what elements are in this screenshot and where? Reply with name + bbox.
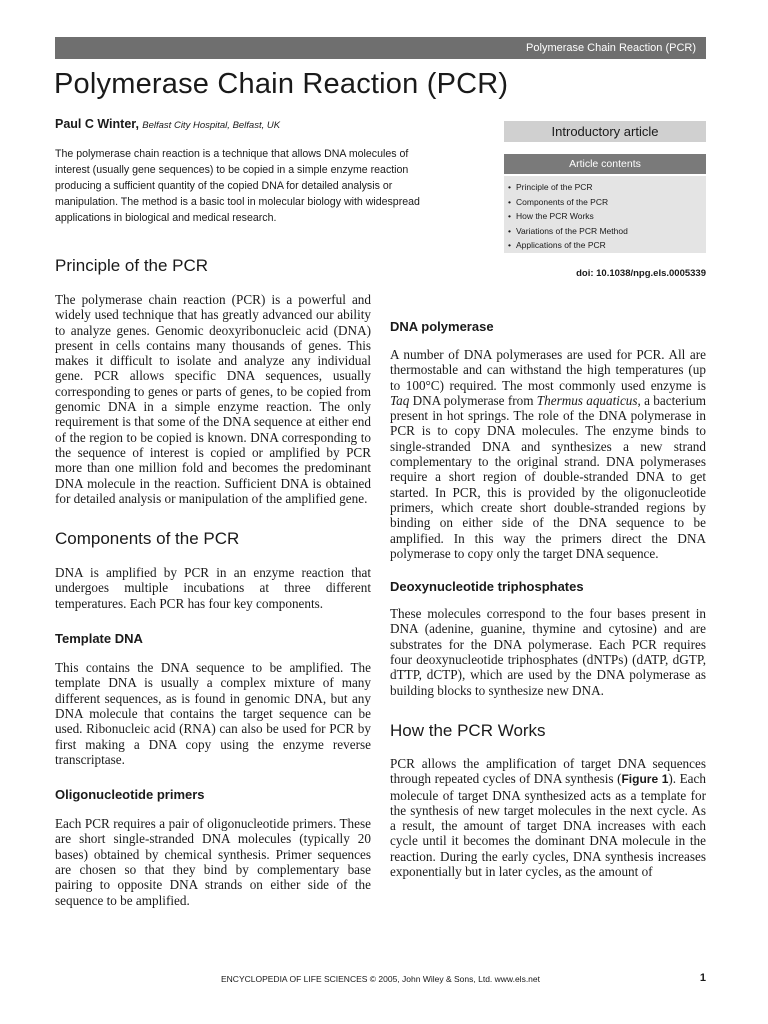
section-heading-principle: Principle of the PCR — [55, 256, 209, 275]
contents-item-label: How the PCR Works — [516, 211, 594, 221]
contents-item[interactable] — [504, 195, 706, 210]
bullet-icon: • — [508, 182, 511, 192]
section-heading-components: Components of the PCR — [55, 529, 240, 549]
running-header: Polymerase Chain Reaction (PCR) — [55, 37, 706, 59]
template-dna-text: This contains the DNA sequence to be amplified. The template DNA is usually a complex mixture of many different sequences, as is found in genomic DNA, but any DNA molecule that contains the target sequence can be used. Ribonucleic acid (RNA) can also be used for PCR by first making a DNA copy using the enzyme reverse transcriptase. — [55, 660, 371, 767]
contents-item-label: Principle of the PCR — [516, 182, 593, 192]
right-column — [390, 318, 706, 879]
oligo-primers-text: Each PCR requires a pair of oligonucleotide primers. These are short single-stranded DNA molecules (typically 20 bases) obtained by chemical synthesis. Primer sequences are chosen so that they bind by complementary base pairing to opposite DNA strands on either side of the sequence to be amplified. — [55, 816, 371, 908]
article-title: Polymerase Chain Reaction (PCR) — [54, 68, 509, 100]
contents-item-label: Components of the PCR — [516, 196, 609, 207]
abstract: The polymerase chain reaction is a technique that allows DNA molecules of interest (usually gene sequences) to be copied in a simple enzyme reaction producing a sufficient quantity of the copied DNA for detailed analysis or manipulation. The method is a basic tool in molecular biology with widespread applications in biological and medical research. — [55, 148, 420, 224]
bullet-icon: • — [508, 225, 511, 236]
contents-item[interactable] — [504, 209, 706, 224]
dna-polymerase-text: A number of DNA polymerases are used for PCR. All are thermostable and can withstand the high temperatures (up to 100°C) required. The most commonly used enzyme is Taq DNA polymerase from Thermus aquaticus, a bacterium present in hot springs. The role of the DNA polymerase in PCR is to copy DNA molecules. The enzyme binds to single-stranded DNA and synthesizes a new strand complementary to the original strand. DNA polymerases require a short region of double-stranded DNA to get started. In PCR, this is provided by the oligonucleotide primers, which create short double-stranded regions by binding on either side of the DNA sequence to be amplified. In this way the primers direct the DNA polymerase to copy only the target DNA sequence. — [390, 347, 707, 561]
contents-item[interactable] — [504, 238, 706, 253]
subheading-dntps: Deoxynucleotide triphosphates — [390, 579, 584, 595]
contents-heading: Article contents — [504, 154, 706, 174]
footer-copyright: ENCYCLOPEDIA OF LIFE SCIENCES © 2005, John Wiley & Sons, Ltd. www.els.net — [221, 974, 540, 984]
bullet-icon: • — [508, 240, 511, 250]
subheading-oligo-primers: Oligonucleotide primers — [55, 787, 205, 803]
bullet-icon: • — [508, 196, 511, 207]
figure-1-link[interactable]: Figure 1 — [621, 772, 669, 787]
dntps-text: These molecules correspond to the four bases present in DNA (adenine, guanine, thymine and cytosine) and are substrates for the DNA polymerase. Each PCR requires four deoxynucleotide triphosphates (dNTPs) (dATP, dGTP, dTTP, dCTP), which are used by the DNA polymerase as building blocks to synthesize new DNA. — [390, 606, 706, 698]
components-text: DNA is amplified by PCR in an enzyme reaction that undergoes multiple incubations at three different temperatures. Each PCR has four key components. — [55, 565, 371, 611]
how-it-works-text: PCR allows the amplification of target DNA sequences through repeated cycles of DNA synthesis (Figure 1). Each molecule of target DNA synthesized acts as a template for the synthesis of new target molecules in the next cycle. As a result, the amount of target DNA increases with each cycle until it becomes the dominant DNA molecule in the reaction. During the early cycles, DNA synthesis increases exponentially but in later cycles, as the amount of — [390, 755, 706, 880]
doi: doi: 10.1038/npg.els.0005339 — [576, 268, 706, 279]
subheading-dna-polymerase: DNA polymerase — [390, 319, 494, 334]
taq-italic: Taq — [390, 392, 410, 408]
author-affiliation: Belfast City Hospital, Belfast, UK — [142, 120, 281, 131]
contents-item[interactable] — [504, 224, 706, 239]
author-line — [55, 117, 280, 131]
contents-item-label: Applications of the PCR — [516, 240, 606, 250]
section-heading-how-it-works: How the PCR Works — [390, 720, 546, 740]
contents-item-label: Variations of the PCR Method — [516, 225, 628, 236]
contents-list — [504, 176, 706, 253]
left-column — [55, 255, 371, 908]
bullet-icon: • — [508, 211, 511, 221]
principle-text: The polymerase chain reaction (PCR) is a powerful and widely used technique that has greatly advanced our ability to analyze genes. Genomic deoxyribonucleic acid (DNA) present in cells contains many thousands of genes. This makes it difficult to isolate and analyze any individual gene. PCR allows specific DNA sequences, usually corresponding to genes or parts of genes, to be copied from genomic DNA in a simple enzyme reaction. The only requirement is that some of the DNA sequence at either end of the region to be copied is known. DNA corresponding to the sequence of interest is copied or amplified by PCR more than one million fold and becomes the predominant DNA molecule in the reaction. Sufficient DNA is obtained for detailed analysis or manipulation of the amplified gene. — [55, 292, 371, 506]
species-italic: Thermus aquaticus — [536, 392, 638, 408]
article-type-badge: Introductory article — [504, 121, 706, 142]
contents-item[interactable] — [504, 180, 706, 195]
subheading-template-dna: Template DNA — [55, 631, 143, 647]
author-name: Paul C Winter, — [55, 117, 139, 131]
page-number: 1 — [699, 972, 706, 984]
